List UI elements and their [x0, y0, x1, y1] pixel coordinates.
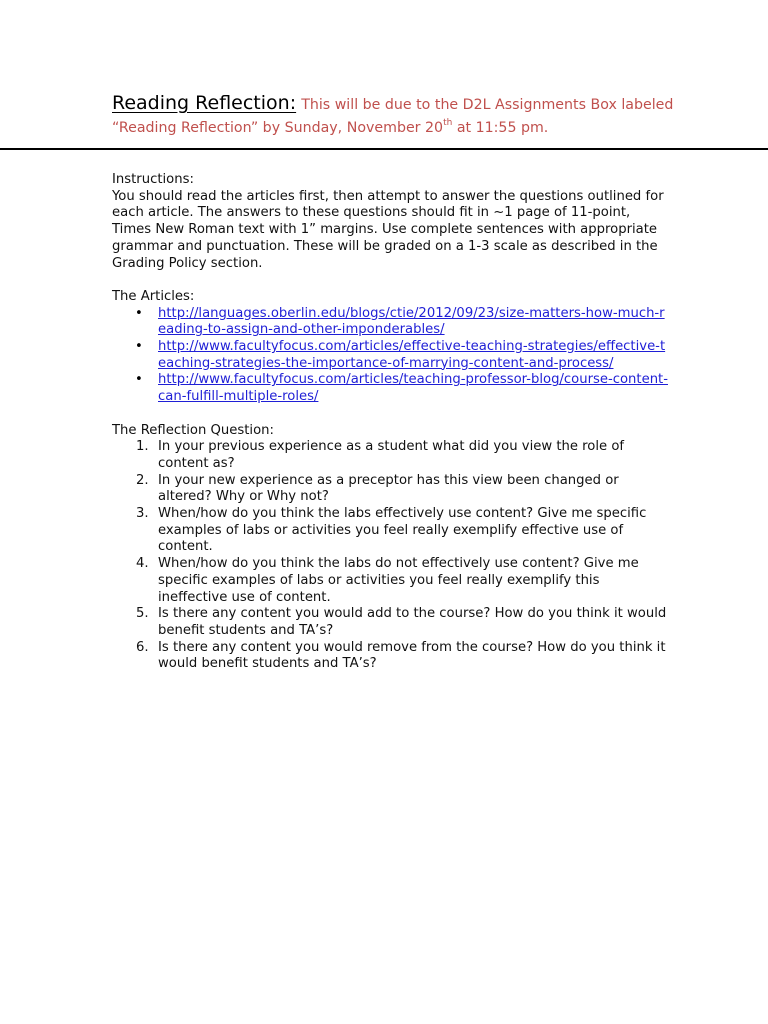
list-item	[136, 506, 672, 556]
list-item	[158, 372, 672, 405]
spacer	[112, 272, 672, 289]
list-item	[158, 306, 672, 339]
question-text: Is there any content you would add to the course? How do you think it would benefit students and TA’s?	[158, 606, 667, 638]
article-link-2[interactable]: http://www.facultyfocus.com/articles/effective-teaching-strategies/effective-teaching-strategies-the-importance-of-marrying-content-and-process/	[158, 339, 666, 371]
articles-list	[112, 306, 672, 406]
question-text: In your previous experience as a student what did you view the role of content as?	[158, 439, 625, 471]
list-item	[136, 556, 672, 606]
article-link-1[interactable]: http://languages.oberlin.edu/blogs/ctie/2012/09/23/size-matters-how-much-reading-to-assign-and-other-imponderables/	[158, 305, 665, 338]
list-item	[136, 639, 672, 673]
instructions-text: You should read the articles first, then attempt to answer the questions outlined for each article. The answers to these questions should fit in ~1 page of 11-point, Times New Roman text with 1” margins. Use complete sentences with appropriate grammar and punctuation. These will be graded on a 1-3 scale as described in the Grading Policy section.	[112, 188, 664, 271]
list-item	[136, 606, 672, 639]
question-number: 6.	[136, 639, 149, 655]
question-number: 4.	[136, 556, 149, 572]
question-text: When/how do you think the labs do not effectively use content? Give me specific examples of labs or activities you feel really exemplify this ineffective use of content.	[158, 556, 639, 605]
question-number: 2.	[136, 472, 149, 488]
list-item	[136, 472, 672, 506]
document-header	[112, 92, 712, 139]
question-text: Is there any content you would remove from the course? How do you think it would benefit students and TA’s?	[158, 639, 666, 672]
reflection-heading: The Reflection Question:	[112, 422, 274, 438]
list-item	[158, 339, 672, 372]
due-text-end: at 11:55 pm.	[452, 120, 549, 136]
article-link-3[interactable]: http://www.facultyfocus.com/articles/teaching-professor-blog/course-content-can-fulfill-multiple-roles/	[158, 372, 668, 405]
question-number: 5.	[136, 606, 149, 622]
question-number: 3.	[136, 506, 149, 522]
articles-heading: The Articles:	[112, 288, 195, 304]
question-text: In your new experience as a preceptor has this view been changed or altered? Why or Why not?	[158, 472, 619, 505]
instructions-heading: Instructions:	[112, 172, 194, 187]
horizontal-rule	[0, 148, 768, 150]
due-superscript: th	[443, 118, 453, 128]
page-title: Reading Reflection:	[112, 92, 297, 114]
due-text-start: This will be due to the D2L Assignments Box labeled “Reading Reflection” by Sunday, November 20	[112, 97, 674, 136]
questions-list	[112, 439, 672, 673]
document-body	[112, 172, 672, 673]
list-item	[136, 439, 672, 472]
spacer	[112, 406, 672, 423]
question-number: 1.	[136, 439, 149, 455]
question-text: When/how do you think the labs effectively use content? Give me specific examples of labs or activities you feel really exemplify effective use of content.	[158, 506, 647, 555]
